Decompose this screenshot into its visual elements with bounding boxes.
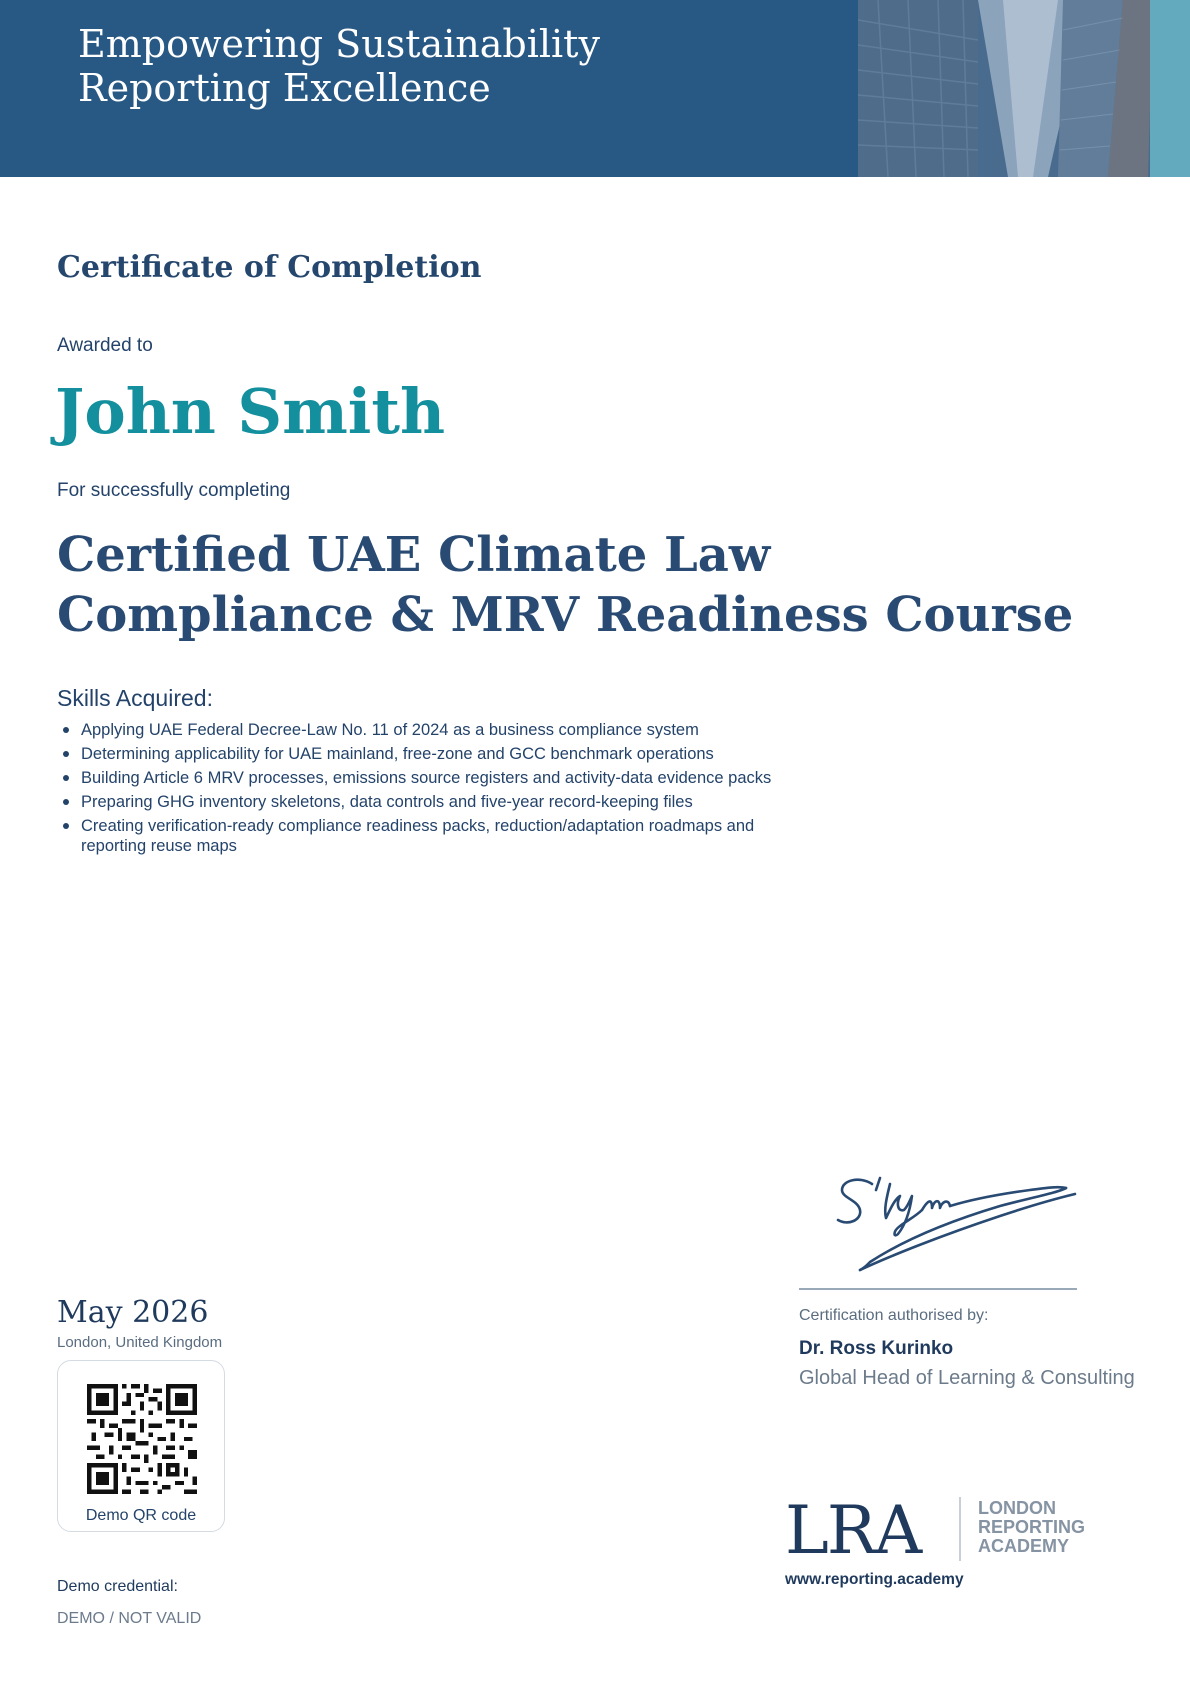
course-title-line-1: Certified UAE Climate Law [57,527,771,583]
skill-item: Determining applicability for UAE mainland, free-zone and GCC benchmark operations [57,744,817,764]
header-banner [0,0,1190,177]
banner-title-line-2: Reporting Excellence [78,66,491,110]
completing-label: For successfully completing [57,480,291,501]
issue-date: May 2026 [57,1295,209,1330]
skill-item: Applying UAE Federal Decree-Law No. 11 of 2024 as a business compliance system [57,720,817,740]
authorised-label: Certification authorised by: [799,1307,989,1324]
issue-location: London, United Kingdom [57,1334,223,1351]
logo-name-line-3: ACADEMY [978,1536,1070,1556]
signatory-name: Dr. Ross Kurinko [799,1338,954,1359]
credential-value: DEMO / NOT VALID [57,1610,202,1627]
skills-list [57,720,817,860]
credential-label: Demo credential: [57,1578,178,1595]
banner-title-line-1: Empowering Sustainability [78,22,600,66]
skill-item: Building Article 6 MRV processes, emissions source registers and activity-data evidence packs [57,768,817,788]
banner-title [78,22,798,110]
building-photo [858,0,1190,177]
skills-heading: Skills Acquired: [57,685,213,711]
logo-mark: LRA [785,1492,921,1569]
logo-name-line-2: REPORTING [978,1517,1086,1537]
signature-line [799,1288,1077,1290]
logo-name [978,1499,1085,1556]
qr-card [57,1360,225,1532]
qr-caption: Demo QR code [85,1507,197,1524]
website-link[interactable]: www.reporting.academy [785,1571,964,1588]
skill-item: Preparing GHG inventory skeletons, data controls and five-year record-keeping files [57,792,817,812]
recipient-name: John Smith [55,375,446,448]
qr-code-icon [87,1384,197,1494]
signature-icon [830,1170,1110,1280]
certificate-heading: Certificate of Completion [57,250,482,285]
signatory-role: Global Head of Learning & Consulting [799,1367,1135,1389]
course-title [57,525,1117,645]
logo-name-line-1: LONDON [978,1498,1056,1518]
logo-divider [959,1497,961,1561]
course-title-line-2: Compliance & MRV Readiness Course [57,587,1074,643]
awarded-label: Awarded to [57,335,153,356]
skill-item: Creating verification-ready compliance readiness packs, reduction/adaptation roadmaps and reporting reuse maps [57,816,817,856]
